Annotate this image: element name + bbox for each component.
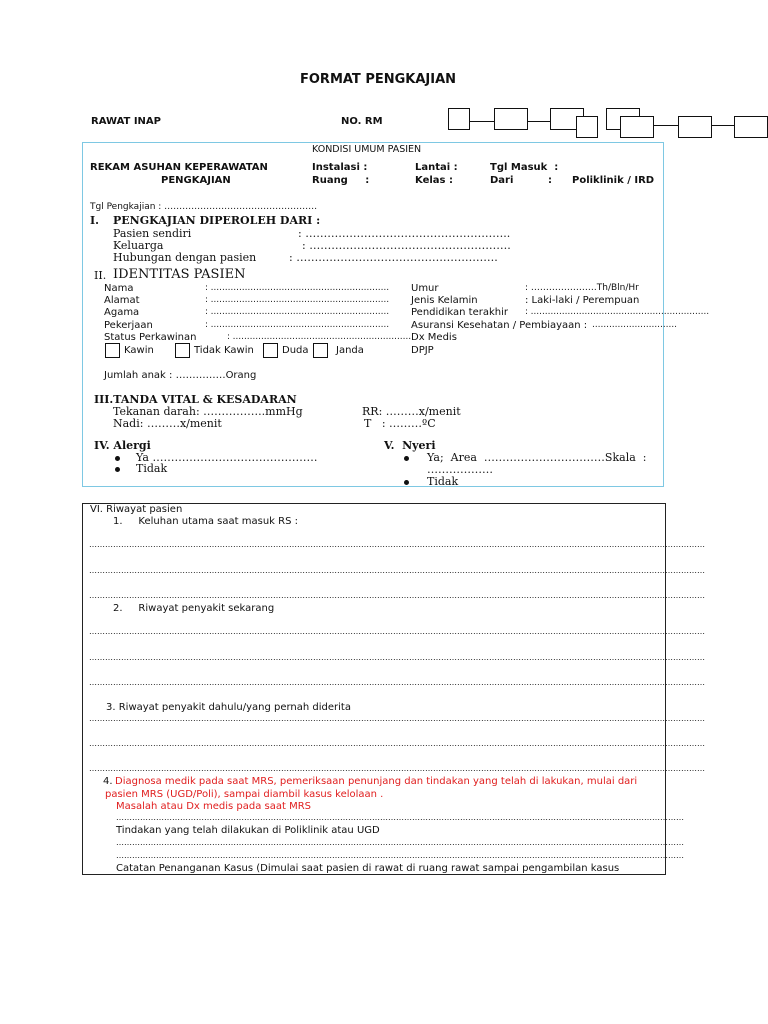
alergi-ya-field[interactable]: Ya ……………………………………… bbox=[136, 451, 318, 464]
suhu-field[interactable]: T : ………ºC bbox=[364, 417, 436, 430]
lantai-label: Lantai : bbox=[415, 162, 458, 173]
nama-field[interactable]: : ……………………………………………………… bbox=[205, 283, 390, 293]
dari-value: Poliklinik / IRD bbox=[572, 175, 655, 186]
dari-label: Dari bbox=[490, 175, 514, 186]
diagnosa-medik-text: Diagnosa medik pada saat MRS, pemeriksaan penunjang dan tindakan yang telah di lakukan, mulai dari bbox=[115, 776, 638, 787]
riwayat-sekarang-line[interactable]: …………………………………………………………………………………………………………………………………………………………………………………………………………… bbox=[89, 653, 705, 662]
riwayat-dahulu-label: 3. Riwayat penyakit dahulu/yang pernah diderita bbox=[106, 702, 351, 713]
kondisi-umum-title: KONDISI UMUM PASIEN bbox=[312, 144, 422, 155]
janda-checkbox[interactable] bbox=[313, 343, 328, 358]
status-perkawinan-label: Status Perkawinan bbox=[104, 332, 197, 343]
catatan-label: Catatan Penanganan Kasus (Dimulai saat pasien di rawat di ruang rawat sampai pengambilan kasus bbox=[116, 863, 620, 874]
tidak-kawin-label: Tidak Kawin bbox=[194, 345, 254, 356]
rm-connector bbox=[470, 121, 494, 122]
bullet-icon bbox=[404, 456, 409, 461]
rm-digit-box[interactable] bbox=[678, 116, 712, 138]
keluhan-line[interactable]: …………………………………………………………………………………………………………………………………………………………………………………………………………… bbox=[89, 566, 705, 575]
nama-label: Nama bbox=[104, 283, 134, 294]
nyeri-tidak[interactable]: Tidak bbox=[427, 475, 459, 488]
duda-checkbox[interactable] bbox=[263, 343, 278, 358]
dpjp-label: DPJP bbox=[411, 345, 434, 356]
rm-connector bbox=[654, 125, 678, 126]
rm-connector bbox=[712, 125, 734, 126]
jumlah-anak-field[interactable]: Jumlah anak : ……………Orang bbox=[104, 370, 257, 381]
kelas-label: Kelas : bbox=[415, 175, 453, 186]
ruang-label: Ruang : bbox=[312, 175, 370, 186]
rawat-inap-label: RAWAT INAP bbox=[91, 116, 161, 127]
asuransi-field[interactable]: ………………………… bbox=[592, 320, 677, 330]
page-title: FORMAT PENGKAJIAN bbox=[300, 72, 457, 87]
pendidikan-field[interactable]: : ……………………………………………………… bbox=[525, 307, 710, 317]
nadi-field[interactable]: Nadi: ………x/menit bbox=[113, 417, 222, 430]
keluarga-field[interactable]: : ………………………………………………. bbox=[302, 239, 511, 252]
pengkajian-subtitle: PENGKAJIAN bbox=[161, 175, 231, 186]
section1-num: I. bbox=[90, 214, 99, 227]
pasien-sendiri-label: Pasien sendiri bbox=[113, 227, 192, 240]
jenis-kelamin-field[interactable]: : Laki-laki / Perempuan bbox=[525, 295, 640, 306]
riwayat-sekarang-line[interactable]: …………………………………………………………………………………………………………………………………………………………………………………………………………… bbox=[89, 678, 705, 687]
pekerjaan-label: Pekerjaan bbox=[104, 320, 153, 331]
section1-title: PENGKAJIAN DIPEROLEH DARI : bbox=[113, 214, 321, 227]
hubungan-field[interactable]: : ………………………………………………. bbox=[289, 251, 498, 264]
pasien-sendiri-field[interactable]: : ……………………………………………….. bbox=[298, 227, 511, 240]
pendidikan-label: Pendidikan terakhir bbox=[411, 307, 509, 318]
nyeri-ya-area-field[interactable]: Ya; Area ……………………………Skala : bbox=[427, 451, 647, 464]
keluhan-utama-label: 1. Keluhan utama saat masuk RS : bbox=[113, 516, 298, 527]
riwayat-dahulu-line[interactable]: …………………………………………………………………………………………………………………………………………………………………………………………………………… bbox=[89, 714, 705, 723]
umur-label: Umur bbox=[411, 283, 439, 294]
riwayat-dahulu-line[interactable]: …………………………………………………………………………………………………………………………………………………………………………………………………………… bbox=[89, 764, 705, 773]
agama-label: Agama bbox=[104, 307, 140, 318]
alergi-title: IV. Alergi bbox=[94, 439, 151, 452]
tekanan-darah-field[interactable]: Tekanan darah: ……………..mmHg bbox=[113, 405, 303, 418]
riwayat-sekarang-line[interactable]: …………………………………………………………………………………………………………………………………………………………………………………………………………… bbox=[89, 627, 705, 636]
masalah-line[interactable]: …………………………………………………………………………………………………………………………………………………………………………………………… bbox=[116, 813, 684, 822]
alergi-tidak[interactable]: Tidak bbox=[136, 462, 168, 475]
rm-connector bbox=[528, 121, 550, 122]
rekam-asuhan-title: REKAM ASUHAN KEPERAWATAN bbox=[90, 162, 268, 173]
section3-title: III.TANDA VITAL & KESADARAN bbox=[94, 393, 297, 406]
hubungan-label: Hubungan dengan pasien bbox=[113, 251, 257, 264]
no-rm-label: NO. RM bbox=[341, 116, 383, 127]
keluhan-line[interactable]: …………………………………………………………………………………………………………………………………………………………………………………………………………… bbox=[89, 540, 705, 549]
agama-field[interactable]: : ……………………………………………………… bbox=[205, 307, 390, 317]
riwayat-sekarang-label: 2. Riwayat penyakit sekarang bbox=[113, 603, 275, 614]
rr-field[interactable]: RR: ………x/menit bbox=[362, 405, 461, 418]
kawin-label: Kawin bbox=[124, 345, 154, 356]
rm-digit-box[interactable] bbox=[734, 116, 768, 138]
diagnosa-medik-text-cont: pasien MRS (UGD/Poli), sampai diambil kasus kelolaan . bbox=[105, 789, 384, 800]
tgl-pengkajian[interactable]: Tgl Pengkajian : …………………………………………… bbox=[90, 202, 318, 212]
tidak-kawin-checkbox[interactable] bbox=[175, 343, 190, 358]
riwayat-dahulu-line[interactable]: …………………………………………………………………………………………………………………………………………………………………………………………………………… bbox=[89, 739, 705, 748]
dari-colon: : bbox=[548, 175, 552, 186]
alamat-field[interactable]: : ……………………………………………………… bbox=[205, 295, 390, 305]
janda-label: Janda bbox=[336, 345, 364, 356]
tindakan-label: Tindakan yang telah dilakukan di Poliklinik atau UGD bbox=[116, 825, 380, 836]
kawin-checkbox[interactable] bbox=[105, 343, 120, 358]
alamat-label: Alamat bbox=[104, 295, 140, 306]
umur-field[interactable]: : ………………….Th/Bln/Hr bbox=[525, 283, 639, 293]
section2-title: IDENTITAS PASIEN bbox=[113, 267, 246, 282]
jenis-kelamin-label: Jenis Kelamin bbox=[411, 295, 478, 306]
status-perkawinan-field[interactable]: : ……………………………………………………… bbox=[227, 332, 412, 342]
bullet-icon bbox=[115, 456, 120, 461]
bullet-icon bbox=[404, 480, 409, 485]
section2-num: II. bbox=[94, 269, 107, 282]
nyeri-skala-field[interactable]: ……………… bbox=[427, 463, 493, 476]
keluhan-line[interactable]: …………………………………………………………………………………………………………………………………………………………………………………………………………… bbox=[89, 591, 705, 600]
dx-medis-label: Dx Medis bbox=[411, 332, 457, 343]
bullet-icon bbox=[115, 467, 120, 472]
tindakan-line[interactable]: …………………………………………………………………………………………………………………………………………………………………………………………… bbox=[116, 838, 684, 847]
item4-num: 4. bbox=[103, 776, 113, 787]
nyeri-title: V. Nyeri bbox=[384, 439, 436, 452]
rm-digit-box[interactable] bbox=[620, 116, 654, 138]
rm-digit-box[interactable] bbox=[448, 108, 470, 130]
pekerjaan-field[interactable]: : ……………………………………………………… bbox=[205, 320, 390, 330]
tgl-masuk-label: Tgl Masuk : bbox=[490, 162, 559, 173]
keluarga-label: Keluarga bbox=[113, 239, 164, 252]
rm-digit-box[interactable] bbox=[494, 108, 528, 130]
tindakan-line[interactable]: …………………………………………………………………………………………………………………………………………………………………………………………… bbox=[116, 851, 684, 860]
duda-label: Duda bbox=[282, 345, 309, 356]
asuransi-label: Asuransi Kesehatan / Pembiayaan : bbox=[411, 320, 588, 331]
rm-digit-box[interactable] bbox=[576, 116, 598, 138]
riwayat-title: VI. Riwayat pasien bbox=[90, 504, 183, 515]
masalah-label: Masalah atau Dx medis pada saat MRS bbox=[116, 801, 312, 812]
instalasi-label: Instalasi : bbox=[312, 162, 368, 173]
